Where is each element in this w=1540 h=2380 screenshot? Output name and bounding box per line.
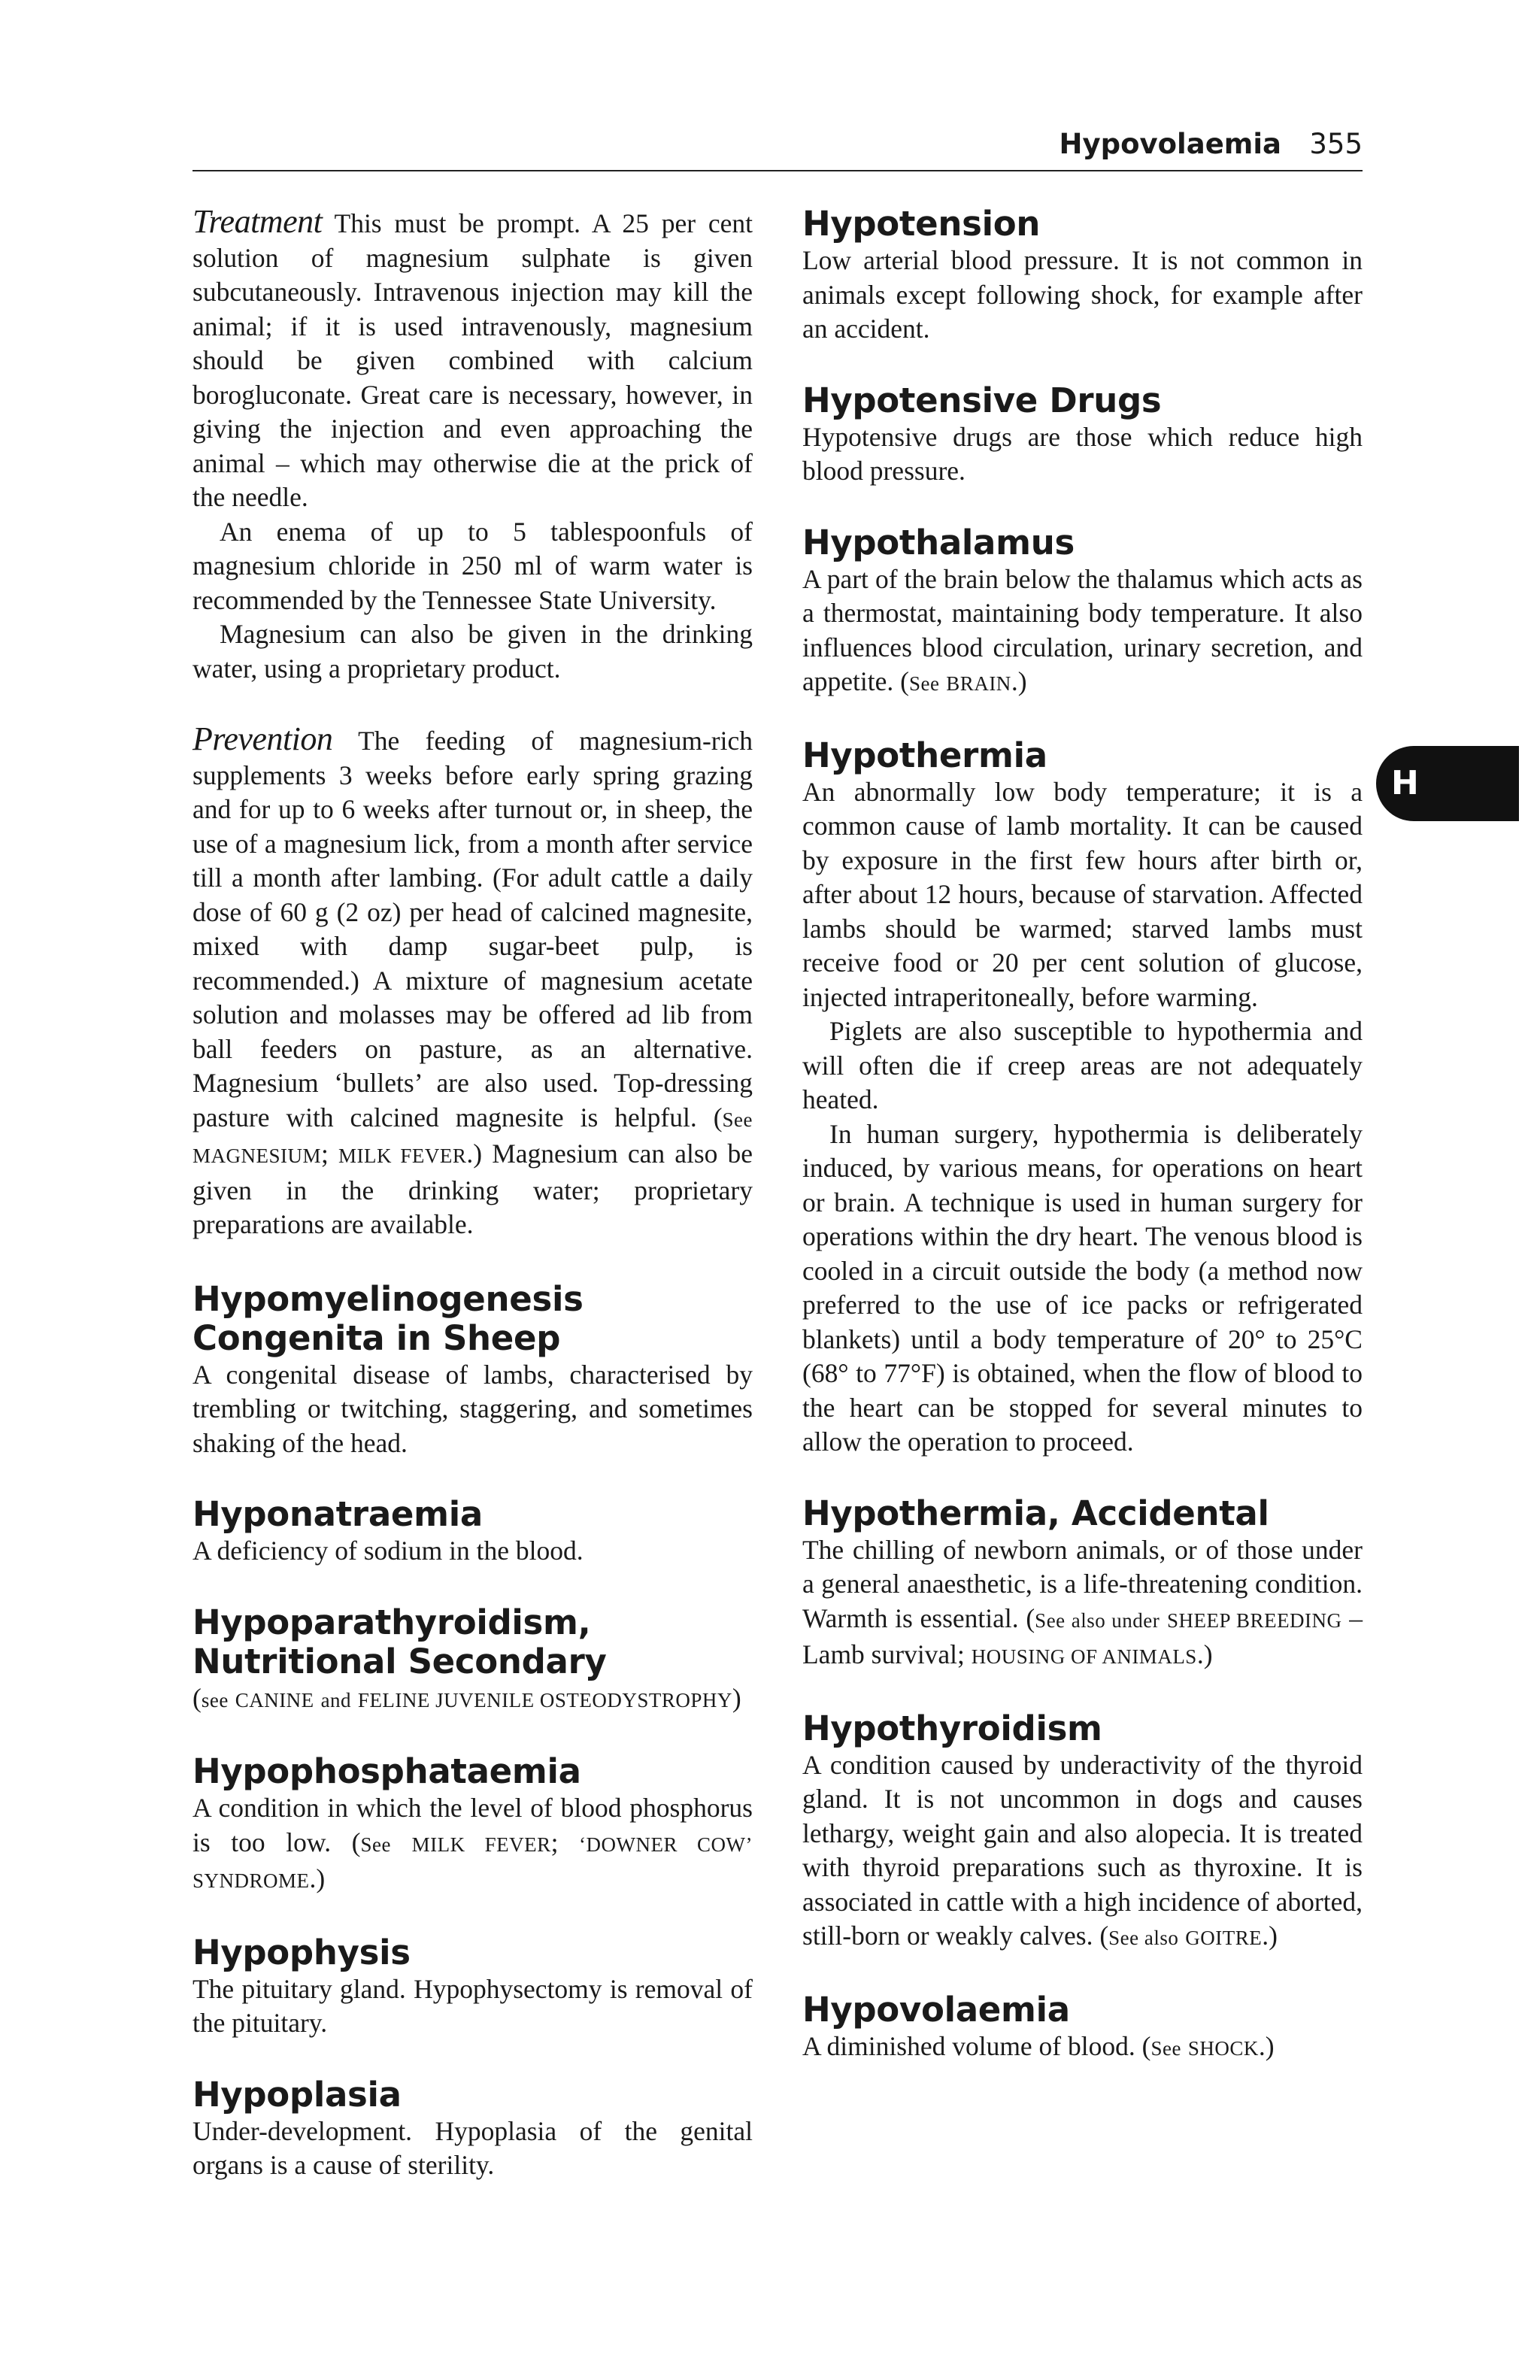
entry-title-hypothermia: Hypothermia: [802, 735, 1047, 775]
cross-ref-canine: CANINE: [235, 1688, 314, 1711]
entry-body-hypophysis: The pituitary gland. Hypophysectomy is removal of the pituitary.: [192, 1973, 753, 2038]
cross-ref-feline-juvenile-osteodystrophy: FELINE JUVENILE OSTEODYSTROPHY: [357, 1688, 732, 1711]
cross-ref-milk-fever: MILK FEVER: [338, 1145, 467, 1167]
entry-title-hypoplasia: Hypoplasia: [192, 2074, 402, 2115]
entry-body-hypotensive-drugs: Hypotensive drugs are those which reduce high blood pressure.: [802, 421, 1363, 486]
entry-title-hyponatraemia: Hyponatraemia: [192, 1494, 483, 1534]
entry-title-hypothermia-accidental: Hypothermia, Accidental: [802, 1493, 1269, 1533]
hypothermia-surgery-paragraph: In human surgery, hypothermia is deliberately induced, by various means, for operations on heart or brain. A technique is used in human surgery for operations within the dry heart. The venous blood is cooled in a circuit outside the body (a method now preferred to the use of ice packs or refrigerated blankets) until a body temperature of 20° to 25°C (68° to 77°F) is obtained, when the flow of blood to the heart can be stopped for several minutes to allow the operation to proceed.: [802, 1118, 1363, 1457]
running-head: [192, 128, 1363, 171]
entry-title-hypophysis: Hypophysis: [192, 1932, 411, 1972]
entry-title-hypothyroidism: Hypothyroidism: [802, 1708, 1102, 1748]
entry-body-hypoparathyroidism: (see CANINE and FELINE JUVENILE OSTEODYSTROPHY): [192, 1682, 741, 1713]
see-label: see: [201, 1688, 229, 1711]
see-label: See: [360, 1833, 391, 1856]
entry-title-hypotensive-drugs: Hypotensive Drugs: [802, 380, 1162, 420]
entry-title-hypovolaemia: Hypovolaemia: [802, 1989, 1070, 2030]
prevention-paragraph: Prevention The feeding of magnesium-rich supplements 3 weeks before early spring grazing and for up to 6 weeks after turnout or, in sheep, the use of a magnesium lick, from a month after service till a month after lambing. (For adult cattle a daily dose of 60 g (2 oz) per head of calcined magnesite, mixed with damp sugar-beet pulp, is recommended.) A mixture of magnesium acetate solution and molasses may be offered ad lib from ball feeders on pasture, as an alternative. Magnesium ‘bullets’ are also used. Top-dressing pasture with calcined magnesite is helpful. (See MAGNESIUM; MILK FEVER.) Magnesium can also be given in the drinking water; proprietary preparations are available.: [192, 720, 753, 1239]
cross-ref-milk-fever: MILK FEVER: [411, 1833, 551, 1856]
entry-title-hypotension: Hypotension: [802, 204, 1041, 244]
entry-title-hypoparathyroidism: Hypoparathyroidism, Nutritional Secondary: [192, 1602, 607, 1681]
entry-title-hypomyelinogenesis: Hypomyelinogenesis Congenita in Sheep: [192, 1278, 584, 1358]
see-label: See: [722, 1108, 753, 1131]
cross-ref-housing-of-animals: HOUSING OF ANIMALS: [971, 1645, 1197, 1668]
cross-ref-sheep-breeding: SHEEP BREEDING: [1166, 1608, 1342, 1632]
page-number: 355: [1309, 128, 1363, 160]
hypothermia-piglets-paragraph: Piglets are also susceptible to hypothermia and will often die if creep areas are not adequately heated.: [802, 1016, 1363, 1114]
entry-title-hypophosphataemia: Hypophosphataemia: [192, 1751, 581, 1791]
treatment-drinking-water-paragraph: Magnesium can also be given in the drinking water, using a proprietary product.: [192, 619, 753, 684]
entry-body-hypotension: Low arterial blood pressure. It is not common in animals except following shock, for example after an accident.: [802, 245, 1363, 344]
treatment-enema-paragraph: An enema of up to 5 tablespoonfuls of magnesium chloride in 250 ml of warm water is recommended by the Tennessee State University.: [192, 516, 753, 615]
entry-body-hypothyroidism: A condition caused by underactivity of the thyroid gland. It is not uncommon in dogs and causes lethargy, weight gain and also alopecia. It is treated with thyroid preparations such as thyroxine. It is associated in cattle with a high incidence of aborted, still-born or weakly calves. (See also GOITRE.): [802, 1749, 1363, 1951]
entry-body-hypophosphataemia: A condition in which the level of blood phosphorus is too low. (See MILK FEVER; ‘DOWNER COW’ SYNDROME.): [192, 1793, 753, 1893]
entry-body-hypothermia-accidental: The chilling of newborn animals, or of those under a general anaesthetic, is a life-threatening condition. Warmth is essential. (See also under SHEEP BREEDING – Lamb survival; HOUSING OF ANIMALS.): [802, 1534, 1363, 1669]
cross-ref-goitre: GOITRE: [1185, 1927, 1263, 1949]
section-thumb-tab: H: [1376, 746, 1519, 821]
see-label: See: [1150, 2036, 1181, 2060]
running-head-title: Hypovolaemia: [1059, 128, 1281, 160]
treatment-runin-heading: Treatment: [192, 203, 323, 240]
cross-ref-downer-cow-syndrome: ‘DOWNER COW’ SYNDROME: [192, 1833, 753, 1892]
entry-title-hypothalamus: Hypothalamus: [802, 522, 1075, 562]
see-label: See also: [1108, 1927, 1179, 1949]
see-label: See also under: [1035, 1608, 1160, 1632]
right-column: [802, 205, 1363, 2066]
cross-ref-magnesium: MAGNESIUM: [192, 1145, 322, 1167]
entry-body-hypomyelinogenesis: A congenital disease of lambs, characterised by trembling or twitching, staggering, and sometimes shaking of the head.: [192, 1359, 753, 1458]
prevention-runin-heading: Prevention: [192, 720, 333, 757]
entry-body-hypoplasia: Under-development. Hypoplasia of the genital organs is a cause of sterility.: [192, 2115, 753, 2180]
entry-body-hypothalamus: A part of the brain below the thalamus which acts as a thermostat, maintaining body temperature. It also influences blood circulation, urinary secretion, and appetite. (See BRAIN.): [802, 563, 1363, 696]
entry-body-hypovolaemia: A diminished volume of blood. (See SHOCK.): [802, 2030, 1275, 2061]
entry-body-hyponatraemia: A deficiency of sodium in the blood.: [192, 1536, 584, 1566]
left-column: [192, 205, 753, 2183]
treatment-paragraph: Treatment This must be prompt. A 25 per cent solution of magnesium sulphate is given subcutaneously. Intravenous injection may kill the animal; if it is used intravenously, magnesium should be given combined with calcium borogluconate. Great care is necessary, however, in giving the injection and even approaching the animal – which may otherwise die at the prick of the needle.: [192, 203, 753, 512]
and-label: and: [320, 1688, 352, 1711]
entry-body-hypothermia: An abnormally low body temperature; it is a common cause of lamb mortality. It can be caused by exposure in the first few hours after birth or, after about 12 hours, because of starvation. Affected lambs should be warmed; starved lambs must receive food or 20 per cent solution of glucose, injected intraperitoneally, before warming.: [802, 776, 1363, 1012]
cross-ref-shock: SHOCK: [1187, 2036, 1259, 2060]
cross-ref-brain: BRAIN: [946, 672, 1011, 695]
see-label: See: [908, 672, 940, 695]
